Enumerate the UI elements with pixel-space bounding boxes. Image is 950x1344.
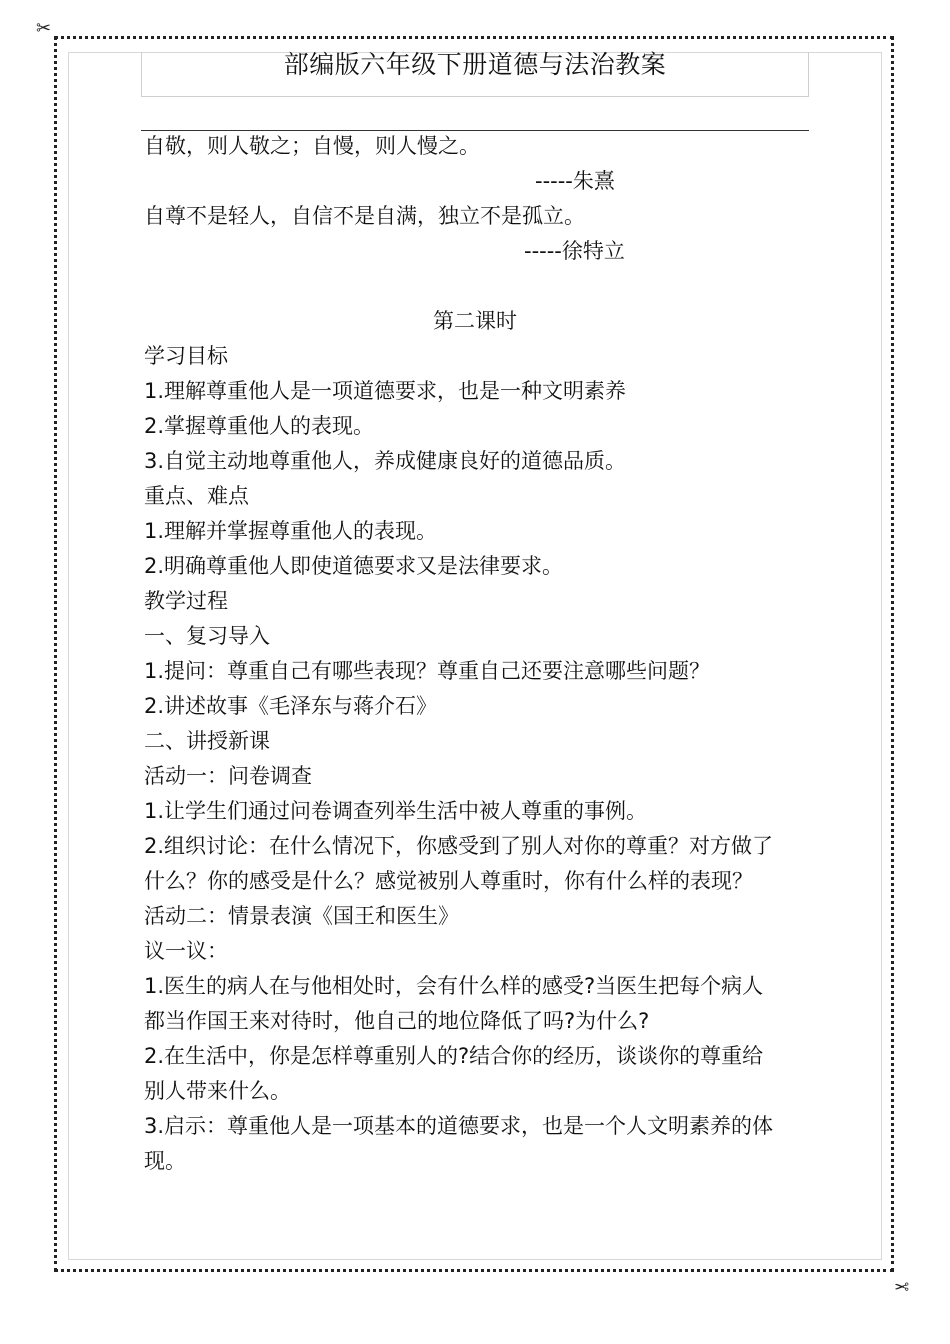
quote-author: -----徐特立 <box>524 239 625 263</box>
body-line: 1.让学生们通过问卷调查列举生活中被人尊重的事例。 <box>144 799 648 823</box>
body-line: 3.启示：尊重他人是一项基本的道德要求，也是一个人文明素养的体 <box>144 1114 774 1138</box>
lesson-title: 第二课时 <box>433 309 517 333</box>
body-line: 2.组织讨论：在什么情况下，你感受到了别人对你的尊重？对方做了 <box>144 834 774 858</box>
body-line: 都当作国王来对待时，他自己的地位降低了吗?为什么? <box>144 1009 650 1033</box>
body-line: 1.理解尊重他人是一项道德要求，也是一种文明素养 <box>144 379 627 403</box>
body-line: 1.理解并掌握尊重他人的表现。 <box>144 519 438 543</box>
section-heading: 二、讲授新课 <box>144 729 270 753</box>
body-line: 现。 <box>144 1149 186 1173</box>
quote-author: -----朱熹 <box>535 169 615 193</box>
body-line: 1.医生的病人在与他相处时，会有什么样的感受?当医生把每个病人 <box>144 974 764 998</box>
body-line: 2.明确尊重他人即使道德要求又是法律要求。 <box>144 554 564 578</box>
body-line: 1.提问：尊重自己有哪些表现？尊重自己还要注意哪些问题？ <box>144 659 711 683</box>
body-line: 2.讲述故事《毛泽东与蒋介石》 <box>144 694 438 718</box>
section-heading: 活动一：问卷调查 <box>144 764 312 788</box>
body-line: 2.在生活中，你是怎样尊重别人的?结合你的经历，谈谈你的尊重给 <box>144 1044 764 1068</box>
scissors-icon: ✂ <box>894 1275 910 1296</box>
section-heading: 教学过程 <box>144 589 228 613</box>
header-rule <box>141 130 809 131</box>
body-line: 2.掌握尊重他人的表现。 <box>144 414 375 438</box>
section-heading: 重点、难点 <box>144 484 249 508</box>
section-heading: 学习目标 <box>144 344 228 368</box>
quote-text: 自尊不是轻人，自信不是自满，独立不是孤立。 <box>144 204 585 228</box>
section-heading: 议一议： <box>144 939 228 963</box>
scissors-icon: ✂ <box>36 18 52 39</box>
quote-text: 自敬，则人敬之；自慢，则人慢之。 <box>144 134 480 158</box>
body-line: 3.自觉主动地尊重他人，养成健康良好的道德品质。 <box>144 449 627 473</box>
document-title: 部编版六年级下册道德与法治教案 <box>283 50 667 79</box>
body-line: 别人带来什么。 <box>144 1079 291 1103</box>
section-heading: 一、复习导入 <box>144 624 270 648</box>
section-heading: 活动二：情景表演《国王和医生》 <box>144 904 459 928</box>
body-line: 什么？你的感受是什么？感觉被别人尊重时，你有什么样的表现？ <box>144 869 753 893</box>
